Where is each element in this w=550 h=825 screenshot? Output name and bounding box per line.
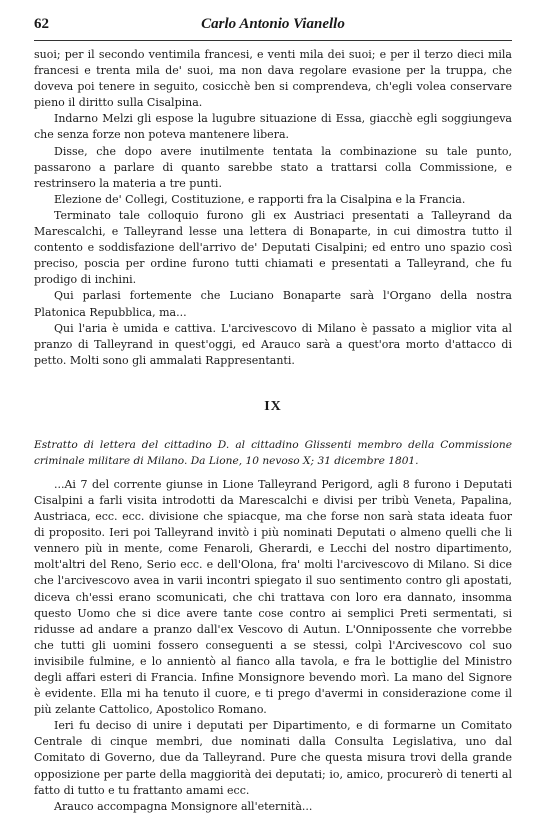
paragraph: Arauco accompagna Monsignore all'eternità... <box>54 799 313 813</box>
paragraph: Indarno Melzi gli espose la lugubre situazione di Essa, giacchè egli soggiungeva che senza forze non poteva mantenere libera. <box>34 112 512 142</box>
paragraph: Qui parlasi fortemente che Luciano Bonaparte sarà l'Organo della nostra Platonica Repubblica, ma... <box>34 289 512 319</box>
paragraph: Qui l'aria è umida e cattiva. L'arcivescovo di Milano è passato a miglior vita al pranzo di Talleyrand in quest'oggi, ed Arauco sarà a quest'ora morto d'attacco di petto. Molti sono gli ammalati Rappresentanti. <box>34 321 512 367</box>
body-text-part-1 <box>34 47 512 369</box>
body-text-part-2 <box>34 477 512 815</box>
paragraph: suoi; per il secondo ventimila francesi, e venti mila dei suoi; e per il terzo dieci mila francesi e trenta mila de' suoi, ma non dava regolare evasione per la truppa, che doveva poi tenere in seguito, cosicchè ben si comprendeva, ch'egli volea conservare pieno il diritto sulla Cisalpina. <box>34 48 512 110</box>
paragraph: ...Ai 7 del corrente giunse in Lione Talleyrand Perigord, agli 8 furono i Deputati Cisalpini a farli visita introdotti da Marescalchi e divisi per tribù Veneta, Papalina, Austriaca, ecc. ecc. divisione che spiacque, ma che forse non sarà stata ideata fuor di proposito. Ieri poi Talleyrand invitò i più nominati Deputati o almeno quelli che li vennero più in mente, come Fenaroli, Gherardi, e Lecchi del nostro dipartimento, molt'altri del Reno, Serio ecc. e dell'Olona, fra' molti l'arcivescovo di Milano. Si dice che l'arcivescovo avea in varii incontri spiegato il suo sentimento contro gli apostati, diceva ch'essi erano scomunicati, che chi trattava con loro era dannato, insomma questo Uomo che si dice avere tante cose contro ai semplici Preti sermentati, si ridusse ad andare a pranzo dall'ex Vescovo di Autun. L'Onnipossente che vorrebbe che tutti gli uomini fossero conseguenti a se stessi, colpì l'Arcivescovo col suo invisibile fulmine, e lo annientò al fianco alla tavola, e fra le bottiglie del Ministro degli affari esteri di Francia. Infine Monsignore bevendo morì. La mano del Signore è evidente. Ella mi ha tenuto il cuore, e ti prego d'avermi in considerazione come il più zelante Cattolico, Apostolico Romano. <box>34 477 512 717</box>
section-numeral: IX <box>264 398 282 414</box>
paragraph: Ieri fu deciso di unire i deputati per Dipartimento, e di formarne un Comitato Centrale di cinque membri, due nominati dalla Consulta Legislativa, uno dal Comitato di Governo, due da Talleyrand. Pure che questa misura trovi della grande opposizione per parte della maggiorità dei deputati; io, amico, procurerò di tenerti al fatto di tutto e tu frattanto amami ecc. <box>34 719 512 797</box>
paragraph: Elezione de' Collegi, Costituzione, e rapporti fra la Cisalpina e la Francia. <box>54 192 466 206</box>
letter-heading: Estratto di lettera del cittadino D. al cittadino Glissenti membro della Commissione criminale militare di Milano. Da Lione, 10 nevoso X; 31 dicembre 1801. <box>34 438 512 467</box>
running-title: Carlo Antonio Vianello <box>201 16 345 32</box>
page-number: 62 <box>34 16 49 32</box>
page-header <box>34 14 512 41</box>
paragraph: Terminato tale colloquio furono gli ex Austriaci presentati a Talleyrand da Marescalchi, e Talleyrand lesse una lettera di Bonaparte, in cui dimostra tutto il contento e soddisfazione dell'arrivo de' Deputati Cisalpini; ed entro uno spazio così preciso, poscia per ordine furono tutti chiamati e presentati a Talleyrand, che fu prodigo di inchini. <box>34 208 512 287</box>
paragraph: Disse, che dopo avere inutilmente tentata la combinazione su tale punto, passarono a parlare di quanto sarebbe stato a trattarsi colla Commissione, e restrinsero la materia a tre punti. <box>34 144 512 190</box>
